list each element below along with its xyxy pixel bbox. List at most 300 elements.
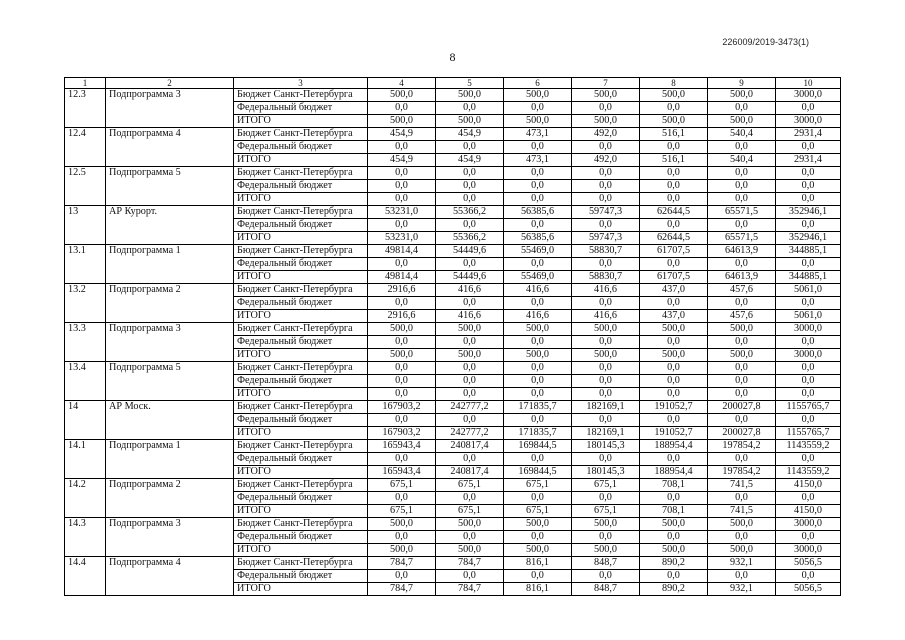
amount-cell: 0,0: [368, 180, 436, 193]
program-group: [65, 206, 841, 245]
funding-source: Федеральный бюджет: [234, 258, 368, 271]
amount-cell: 0,0: [368, 297, 436, 310]
amount-cell: 500,0: [504, 115, 572, 128]
amount-cell: 0,0: [572, 570, 640, 583]
amount-cell: 500,0: [504, 544, 572, 557]
amount-cell: 708,1: [640, 479, 708, 492]
amount-cell: 675,1: [368, 479, 436, 492]
funding-source: ИТОГО: [234, 115, 368, 128]
amount-cell: 500,0: [708, 89, 776, 102]
amount-cell: 0,0: [708, 297, 776, 310]
amount-cell: 197854,2: [708, 440, 776, 453]
amount-cell: 0,0: [708, 492, 776, 505]
amount-cell: 0,0: [640, 219, 708, 232]
amount-cell: 500,0: [572, 89, 640, 102]
amount-cell: 500,0: [640, 89, 708, 102]
amount-cell: 0,0: [368, 258, 436, 271]
amount-cell: 675,1: [572, 505, 640, 518]
amount-cell: 500,0: [708, 544, 776, 557]
amount-cell: 540,4: [708, 128, 776, 141]
amount-cell: 0,0: [776, 258, 841, 271]
amount-cell: 0,0: [368, 492, 436, 505]
amount-cell: 500,0: [368, 323, 436, 336]
amount-cell: 0,0: [436, 180, 504, 193]
amount-cell: 49814,4: [368, 245, 436, 258]
amount-cell: 500,0: [436, 115, 504, 128]
amount-cell: 0,0: [640, 531, 708, 544]
amount-cell: 890,2: [640, 557, 708, 570]
amount-cell: 0,0: [776, 453, 841, 466]
amount-cell: 0,0: [708, 141, 776, 154]
item-number: 14.2: [65, 479, 106, 518]
amount-cell: 0,0: [504, 141, 572, 154]
amount-cell: 500,0: [436, 349, 504, 362]
funding-source: Бюджет Санкт-Петербурга: [234, 245, 368, 258]
amount-cell: 500,0: [640, 323, 708, 336]
amount-cell: 500,0: [436, 89, 504, 102]
amount-cell: 416,6: [436, 310, 504, 323]
amount-cell: 180145,3: [572, 440, 640, 453]
amount-cell: 0,0: [368, 388, 436, 401]
funding-source: Федеральный бюджет: [234, 102, 368, 115]
funding-source: Федеральный бюджет: [234, 492, 368, 505]
amount-cell: 3000,0: [776, 323, 841, 336]
amount-cell: 240817,4: [436, 466, 504, 479]
program-name: Подпрограмма 1: [106, 245, 234, 284]
amount-cell: 0,0: [640, 336, 708, 349]
amount-cell: 0,0: [776, 141, 841, 154]
amount-cell: 191052,7: [640, 401, 708, 414]
amount-cell: 0,0: [368, 219, 436, 232]
amount-cell: 0,0: [708, 102, 776, 115]
program-name: АР Курорт.: [106, 206, 234, 245]
amount-cell: 61707,5: [640, 245, 708, 258]
funding-source: ИТОГО: [234, 271, 368, 284]
amount-cell: 1155765,7: [776, 427, 841, 440]
program-group: [65, 284, 841, 323]
amount-cell: 500,0: [504, 518, 572, 531]
amount-cell: 59747,3: [572, 232, 640, 245]
amount-cell: 437,0: [640, 284, 708, 297]
amount-cell: 0,0: [572, 531, 640, 544]
program-group: [65, 479, 841, 518]
amount-cell: 0,0: [640, 297, 708, 310]
amount-cell: 500,0: [504, 323, 572, 336]
amount-cell: 0,0: [776, 102, 841, 115]
amount-cell: 180145,3: [572, 466, 640, 479]
amount-cell: 0,0: [640, 362, 708, 375]
funding-source: Бюджет Санкт-Петербурга: [234, 557, 368, 570]
funding-source: Бюджет Санкт-Петербурга: [234, 323, 368, 336]
amount-cell: 0,0: [708, 414, 776, 427]
amount-cell: 0,0: [572, 453, 640, 466]
amount-cell: 49814,4: [368, 271, 436, 284]
amount-cell: 890,2: [640, 583, 708, 596]
amount-cell: 0,0: [436, 388, 504, 401]
amount-cell: 53231,0: [368, 232, 436, 245]
amount-cell: 0,0: [708, 531, 776, 544]
funding-source: Федеральный бюджет: [234, 375, 368, 388]
amount-cell: 0,0: [640, 141, 708, 154]
table-row: [65, 440, 841, 453]
amount-cell: 3000,0: [776, 349, 841, 362]
amount-cell: 0,0: [708, 193, 776, 206]
amount-cell: 416,6: [436, 284, 504, 297]
amount-cell: 0,0: [708, 167, 776, 180]
funding-source: Федеральный бюджет: [234, 336, 368, 349]
amount-cell: 0,0: [776, 362, 841, 375]
amount-cell: 848,7: [572, 557, 640, 570]
amount-cell: 58830,7: [572, 245, 640, 258]
amount-cell: 188954,4: [640, 440, 708, 453]
item-number: 13: [65, 206, 106, 245]
funding-source: Федеральный бюджет: [234, 180, 368, 193]
amount-cell: 416,6: [504, 310, 572, 323]
amount-cell: 0,0: [640, 492, 708, 505]
amount-cell: 741,5: [708, 479, 776, 492]
amount-cell: 0,0: [368, 167, 436, 180]
amount-cell: 0,0: [436, 297, 504, 310]
amount-cell: 500,0: [572, 349, 640, 362]
program-group: [65, 89, 841, 128]
funding-source: ИТОГО: [234, 505, 368, 518]
amount-cell: 0,0: [776, 531, 841, 544]
amount-cell: 0,0: [640, 375, 708, 388]
amount-cell: 344885,1: [776, 245, 841, 258]
program-group: [65, 167, 841, 206]
document-id: 226009/2019-3473(1): [722, 37, 809, 47]
amount-cell: 0,0: [436, 219, 504, 232]
funding-source: Бюджет Санкт-Петербурга: [234, 167, 368, 180]
item-number: 14: [65, 401, 106, 440]
amount-cell: 240817,4: [436, 440, 504, 453]
funding-source: ИТОГО: [234, 388, 368, 401]
amount-cell: 0,0: [572, 180, 640, 193]
amount-cell: 197854,2: [708, 466, 776, 479]
funding-source: Бюджет Санкт-Петербурга: [234, 518, 368, 531]
column-header: 4: [368, 78, 436, 89]
amount-cell: 0,0: [708, 219, 776, 232]
amount-cell: 171835,7: [504, 427, 572, 440]
amount-cell: 500,0: [572, 544, 640, 557]
amount-cell: 54449,6: [436, 245, 504, 258]
amount-cell: 59747,3: [572, 206, 640, 219]
amount-cell: 416,6: [504, 284, 572, 297]
amount-cell: 492,0: [572, 154, 640, 167]
amount-cell: 3000,0: [776, 518, 841, 531]
amount-cell: 0,0: [708, 375, 776, 388]
amount-cell: 0,0: [436, 141, 504, 154]
amount-cell: 0,0: [572, 219, 640, 232]
program-group: [65, 401, 841, 440]
funding-source: Бюджет Санкт-Петербурга: [234, 128, 368, 141]
amount-cell: 0,0: [572, 492, 640, 505]
column-header: 2: [106, 78, 234, 89]
amount-cell: 0,0: [708, 258, 776, 271]
amount-cell: 0,0: [776, 297, 841, 310]
amount-cell: 0,0: [504, 492, 572, 505]
funding-source: ИТОГО: [234, 427, 368, 440]
amount-cell: 0,0: [640, 453, 708, 466]
amount-cell: 62644,5: [640, 232, 708, 245]
amount-cell: 0,0: [504, 297, 572, 310]
amount-cell: 675,1: [436, 479, 504, 492]
amount-cell: 344885,1: [776, 271, 841, 284]
item-number: 12.3: [65, 89, 106, 128]
column-header: 8: [640, 78, 708, 89]
item-number: 13.1: [65, 245, 106, 284]
program-group: [65, 323, 841, 362]
amount-cell: 0,0: [368, 193, 436, 206]
amount-cell: 1155765,7: [776, 401, 841, 414]
amount-cell: 500,0: [572, 323, 640, 336]
amount-cell: 167903,2: [368, 401, 436, 414]
amount-cell: 457,6: [708, 284, 776, 297]
amount-cell: 500,0: [368, 89, 436, 102]
funding-source: ИТОГО: [234, 583, 368, 596]
amount-cell: 2916,6: [368, 284, 436, 297]
item-number: 13.3: [65, 323, 106, 362]
amount-cell: 55366,2: [436, 206, 504, 219]
amount-cell: 0,0: [640, 414, 708, 427]
amount-cell: 516,1: [640, 154, 708, 167]
amount-cell: 0,0: [640, 570, 708, 583]
program-name: Подпрограмма 2: [106, 284, 234, 323]
amount-cell: 0,0: [436, 362, 504, 375]
amount-cell: 352946,1: [776, 206, 841, 219]
amount-cell: 0,0: [776, 414, 841, 427]
amount-cell: 457,6: [708, 310, 776, 323]
amount-cell: 0,0: [572, 193, 640, 206]
amount-cell: 0,0: [640, 102, 708, 115]
table-row: [65, 323, 841, 336]
amount-cell: 454,9: [436, 128, 504, 141]
amount-cell: 0,0: [776, 180, 841, 193]
funding-source: ИТОГО: [234, 466, 368, 479]
item-number: 13.4: [65, 362, 106, 401]
amount-cell: 0,0: [708, 180, 776, 193]
amount-cell: 182169,1: [572, 427, 640, 440]
budget-table: [64, 77, 841, 596]
amount-cell: 675,1: [572, 479, 640, 492]
amount-cell: 500,0: [504, 89, 572, 102]
amount-cell: 55469,0: [504, 245, 572, 258]
program-name: Подпрограмма 4: [106, 128, 234, 167]
amount-cell: 65571,5: [708, 206, 776, 219]
program-group: [65, 557, 841, 596]
amount-cell: 0,0: [436, 375, 504, 388]
amount-cell: 0,0: [776, 167, 841, 180]
amount-cell: 0,0: [436, 414, 504, 427]
amount-cell: 5061,0: [776, 310, 841, 323]
item-number: 13.2: [65, 284, 106, 323]
funding-source: ИТОГО: [234, 232, 368, 245]
program-group: [65, 362, 841, 401]
amount-cell: 169844,5: [504, 440, 572, 453]
page-number: 8: [449, 50, 456, 64]
amount-cell: 500,0: [368, 544, 436, 557]
amount-cell: 2931,4: [776, 154, 841, 167]
amount-cell: 416,6: [572, 310, 640, 323]
amount-cell: 242777,2: [436, 427, 504, 440]
amount-cell: 784,7: [368, 583, 436, 596]
table-row: [65, 401, 841, 414]
amount-cell: 0,0: [504, 388, 572, 401]
program-name: Подпрограмма 1: [106, 440, 234, 479]
amount-cell: 65571,5: [708, 232, 776, 245]
amount-cell: 0,0: [504, 453, 572, 466]
funding-source: Федеральный бюджет: [234, 297, 368, 310]
amount-cell: 200027,8: [708, 427, 776, 440]
amount-cell: 784,7: [436, 583, 504, 596]
amount-cell: 0,0: [504, 102, 572, 115]
amount-cell: 0,0: [776, 388, 841, 401]
funding-source: ИТОГО: [234, 154, 368, 167]
column-header: 3: [234, 78, 368, 89]
amount-cell: 500,0: [504, 349, 572, 362]
amount-cell: 0,0: [368, 362, 436, 375]
funding-source: Федеральный бюджет: [234, 219, 368, 232]
amount-cell: 167903,2: [368, 427, 436, 440]
item-number: 14.4: [65, 557, 106, 596]
program-name: Подпрограмма 2: [106, 479, 234, 518]
amount-cell: 0,0: [436, 492, 504, 505]
amount-cell: 200027,8: [708, 401, 776, 414]
amount-cell: 0,0: [640, 193, 708, 206]
program-group: [65, 518, 841, 557]
amount-cell: 61707,5: [640, 271, 708, 284]
amount-cell: 437,0: [640, 310, 708, 323]
amount-cell: 784,7: [368, 557, 436, 570]
amount-cell: 188954,4: [640, 466, 708, 479]
amount-cell: 0,0: [708, 336, 776, 349]
funding-source: Бюджет Санкт-Петербурга: [234, 479, 368, 492]
amount-cell: 5056,5: [776, 557, 841, 570]
amount-cell: 62644,5: [640, 206, 708, 219]
amount-cell: 3000,0: [776, 89, 841, 102]
amount-cell: 0,0: [640, 258, 708, 271]
amount-cell: 500,0: [436, 518, 504, 531]
amount-cell: 816,1: [504, 583, 572, 596]
amount-cell: 500,0: [640, 115, 708, 128]
amount-cell: 454,9: [368, 154, 436, 167]
amount-cell: 500,0: [368, 115, 436, 128]
amount-cell: 0,0: [504, 167, 572, 180]
amount-cell: 53231,0: [368, 206, 436, 219]
amount-cell: 55366,2: [436, 232, 504, 245]
amount-cell: 191052,7: [640, 427, 708, 440]
amount-cell: 3000,0: [776, 544, 841, 557]
amount-cell: 500,0: [436, 544, 504, 557]
amount-cell: 0,0: [708, 388, 776, 401]
table-row: [65, 206, 841, 219]
amount-cell: 0,0: [504, 193, 572, 206]
funding-source: Бюджет Санкт-Петербурга: [234, 362, 368, 375]
amount-cell: 5061,0: [776, 284, 841, 297]
program-name: Подпрограмма 3: [106, 518, 234, 557]
amount-cell: 58830,7: [572, 271, 640, 284]
program-name: Подпрограмма 3: [106, 89, 234, 128]
amount-cell: 56385,6: [504, 232, 572, 245]
funding-source: Федеральный бюджет: [234, 531, 368, 544]
amount-cell: 0,0: [640, 167, 708, 180]
amount-cell: 675,1: [368, 505, 436, 518]
amount-cell: 0,0: [504, 375, 572, 388]
amount-cell: 500,0: [640, 349, 708, 362]
amount-cell: 0,0: [504, 570, 572, 583]
amount-cell: 0,0: [776, 375, 841, 388]
program-name: Подпрограмма 4: [106, 557, 234, 596]
amount-cell: 0,0: [436, 193, 504, 206]
amount-cell: 473,1: [504, 128, 572, 141]
item-number: 14.3: [65, 518, 106, 557]
amount-cell: 0,0: [572, 375, 640, 388]
amount-cell: 56385,6: [504, 206, 572, 219]
amount-cell: 0,0: [436, 570, 504, 583]
amount-cell: 0,0: [368, 570, 436, 583]
amount-cell: 473,1: [504, 154, 572, 167]
amount-cell: 0,0: [368, 453, 436, 466]
amount-cell: 0,0: [640, 388, 708, 401]
amount-cell: 0,0: [776, 336, 841, 349]
amount-cell: 0,0: [776, 570, 841, 583]
amount-cell: 242777,2: [436, 401, 504, 414]
amount-cell: 675,1: [504, 479, 572, 492]
amount-cell: 0,0: [436, 258, 504, 271]
program-name: Подпрограмма 3: [106, 323, 234, 362]
program-name: АР Моск.: [106, 401, 234, 440]
amount-cell: 171835,7: [504, 401, 572, 414]
program-name: Подпрограмма 5: [106, 167, 234, 206]
amount-cell: 816,1: [504, 557, 572, 570]
table-row: [65, 89, 841, 102]
amount-cell: 64613,9: [708, 245, 776, 258]
amount-cell: 848,7: [572, 583, 640, 596]
amount-cell: 416,6: [572, 284, 640, 297]
funding-source: Федеральный бюджет: [234, 141, 368, 154]
amount-cell: 0,0: [708, 362, 776, 375]
funding-source: ИТОГО: [234, 349, 368, 362]
amount-cell: 500,0: [708, 518, 776, 531]
column-header: 10: [776, 78, 841, 89]
amount-cell: 2916,6: [368, 310, 436, 323]
amount-cell: 784,7: [436, 557, 504, 570]
amount-cell: 500,0: [572, 518, 640, 531]
funding-source: Бюджет Санкт-Петербурга: [234, 206, 368, 219]
amount-cell: 0,0: [640, 180, 708, 193]
column-number-row: [65, 78, 841, 89]
amount-cell: 0,0: [436, 531, 504, 544]
amount-cell: 0,0: [504, 219, 572, 232]
program-group: [65, 128, 841, 167]
amount-cell: 0,0: [436, 102, 504, 115]
amount-cell: 500,0: [708, 349, 776, 362]
item-number: 12.5: [65, 167, 106, 206]
amount-cell: 0,0: [776, 219, 841, 232]
amount-cell: 0,0: [572, 102, 640, 115]
amount-cell: 0,0: [504, 180, 572, 193]
amount-cell: 0,0: [776, 193, 841, 206]
amount-cell: 708,1: [640, 505, 708, 518]
amount-cell: 0,0: [572, 258, 640, 271]
funding-source: Бюджет Санкт-Петербурга: [234, 89, 368, 102]
amount-cell: 64613,9: [708, 271, 776, 284]
amount-cell: 0,0: [572, 362, 640, 375]
amount-cell: 741,5: [708, 505, 776, 518]
amount-cell: 0,0: [572, 167, 640, 180]
amount-cell: 500,0: [708, 115, 776, 128]
amount-cell: 4150,0: [776, 479, 841, 492]
